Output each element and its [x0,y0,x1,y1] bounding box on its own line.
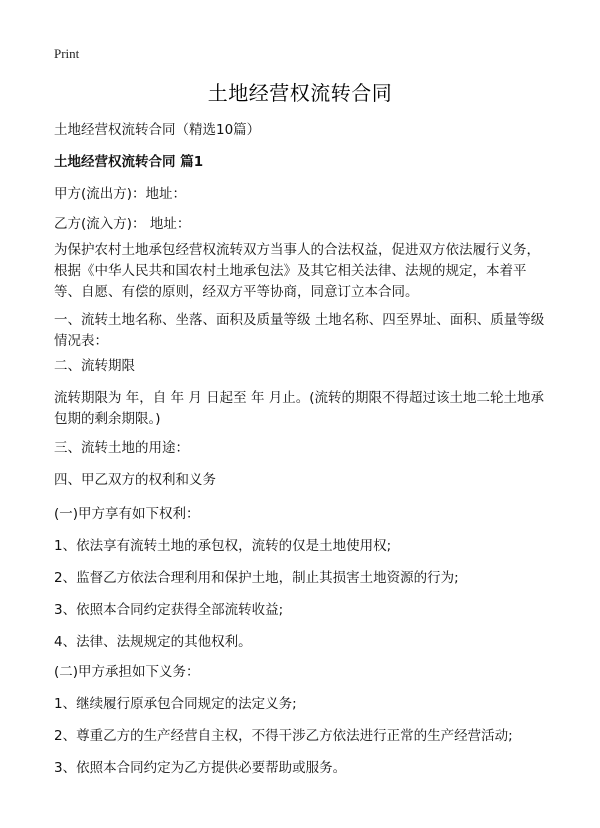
clause-3-heading: 三、流转土地的用途： [54,440,189,456]
document-title: 土地经营权流转合同 [207,81,393,105]
clause-4-heading: 四、甲乙双方的权利和义务 [54,472,216,488]
party-a-line: 甲方(流出方)：地址： [54,186,187,202]
party-a-rights-heading: (一)甲方享有如下权利： [54,506,200,522]
clause-2-heading: 二、流转期限 [54,358,135,374]
party-b-line: 乙方(流入方)： 地址： [54,216,191,232]
party-a-right-2: 2、监督乙方依法合理利用和保护土地，制止其损害土地资源的行为; [54,570,459,586]
party-a-right-1: 1、依法享有流转土地的承包权，流转的仅是土地使用权; [54,538,392,554]
transfer-period-text: 流转期限为 年，自 年 月 日起至 年 月止。(流转的期限不得超过该土地二轮土地承包期的剩余期限。) [54,390,545,427]
section-heading: 土地经营权流转合同 篇1 [54,154,204,170]
clause-1-heading: 一、流转土地名称、坐落、面积及质量等级 土地名称、四至界址、面积、质量等级情况表： [54,312,545,349]
party-a-obligation-3: 3、依照本合同约定为乙方提供必要帮助或服务。 [54,760,347,776]
party-a-right-4: 4、法律、法规规定的其他权利。 [54,634,252,650]
party-a-obligations-heading: (二)甲方承担如下义务： [54,664,200,680]
document-subtitle: 土地经营权流转合同（精选10篇） [54,122,261,138]
party-a-right-3: 3、依照本合同约定获得全部流转收益; [54,602,284,618]
preamble-paragraph: 为保护农村土地承包经营权流转双方当事人的合法权益，促进双方依法履行义务，根据《中华人民共和国农村土地承包法》及其它相关法律、法规的规定，本着平等、自愿、有偿的原则，经双方平等协商，同意订立本合同。 [54,242,540,300]
print-link[interactable]: Print [54,46,80,61]
party-a-obligation-2: 2、尊重乙方的生产经营自主权，不得干涉乙方依法进行正常的生产经营活动; [54,728,513,744]
party-a-obligation-1: 1、继续履行原承包合同规定的法定义务; [54,696,297,712]
